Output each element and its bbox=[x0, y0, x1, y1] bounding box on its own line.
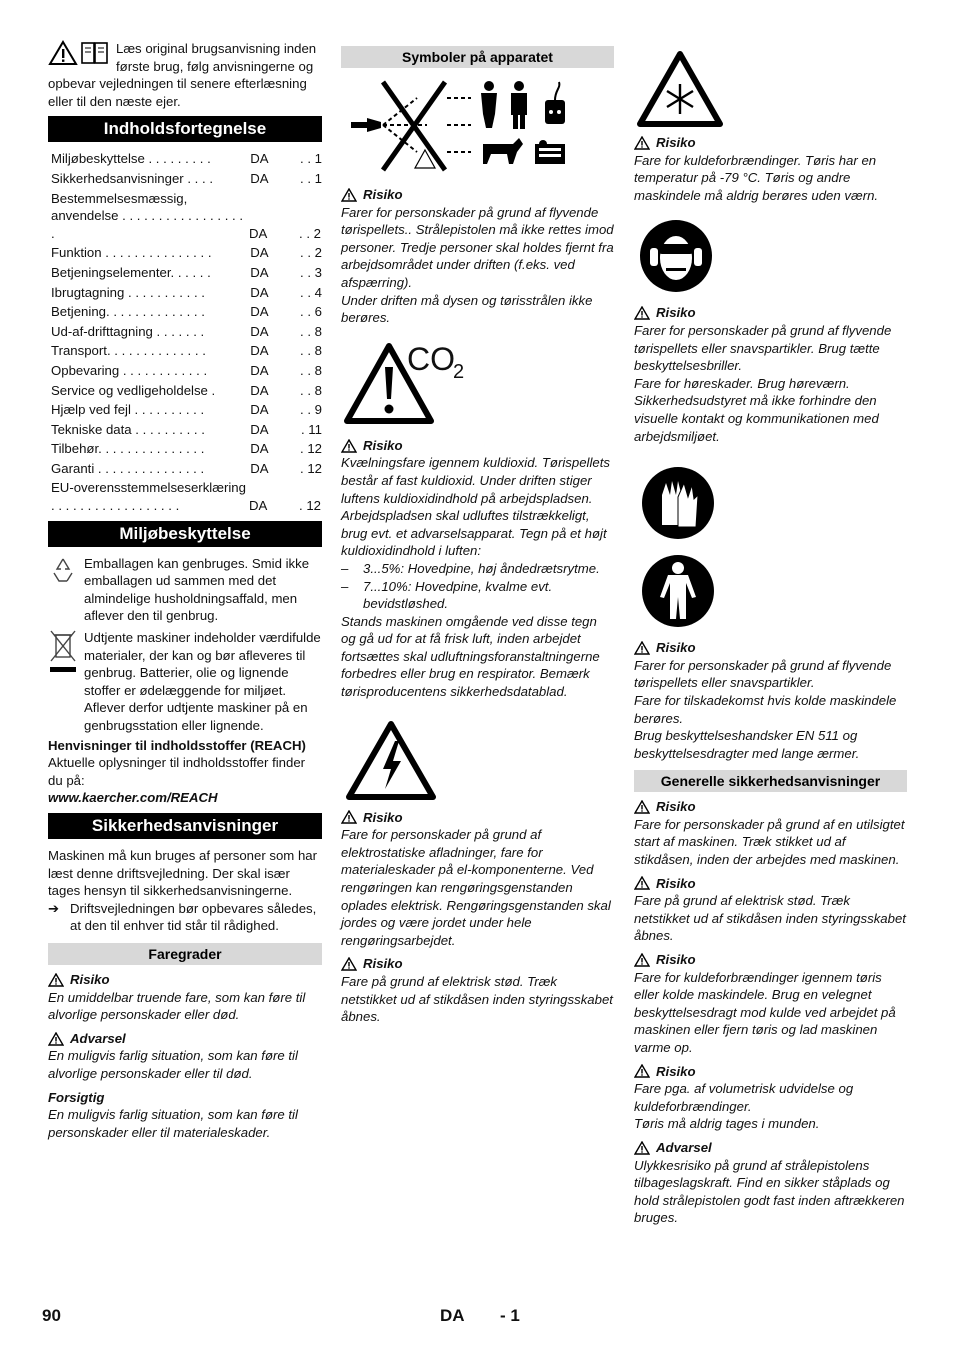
warning-triangle-icon bbox=[48, 1032, 64, 1046]
co2-pictogram bbox=[341, 339, 614, 431]
symbol-2-label: Risiko bbox=[341, 437, 614, 455]
warning-triangle-icon bbox=[48, 973, 64, 987]
disposal-block bbox=[48, 629, 322, 735]
toc-row[interactable]: Opbevaring . . . . . . . . . . . . DA . . 8 bbox=[51, 362, 322, 378]
toc-row[interactable]: EU-overensstemmelseserklæring . . . . . . . . . . . . . . . . . . DA . 12 bbox=[51, 480, 321, 514]
symbol-2-text-2: Stands maskinen omgående ved disse tegn og gå ud for at få frisk luft, inden arbejdet fortsættes skal udluftningsforanstaltningerne forbedres eller brug en respirator. Bemærk tørisproducentens sikkerhedsdatablad. bbox=[341, 613, 600, 700]
arrow-right-icon: ➔ bbox=[48, 900, 60, 916]
toc-row[interactable]: Sikkerhedsanvisninger . . . . DA . . 1 bbox=[51, 170, 322, 186]
warning-triangle-icon bbox=[634, 876, 650, 890]
warning-triangle-icon bbox=[634, 953, 650, 967]
recycle-icon bbox=[48, 555, 78, 585]
env-packaging-text: Emballagen kan genbruges. Smid ikke emballagen ud sammen med det almindelige husholdningsaffald, men aflever den til genbrug. bbox=[84, 555, 310, 624]
env-disposal-text: Udtjente maskiner indeholder værdifulde materialer, der kan og bør afleveres til genbrug. Batterier, olie og lignende stoffer er ødelæggende for miljøet. Aflever derfor udtjente maskiner på en genbrugsstation eller lignende. bbox=[84, 630, 321, 733]
general-4-label: Risiko bbox=[634, 1063, 907, 1081]
general-5-text: Ulykkesrisiko på grund af strålepistolens tilbageslagskraft. Find en sikker ståplads og hold strålepistolen godt fast inden aftrækkeren bruges. bbox=[634, 1157, 905, 1226]
toc-row[interactable]: Hjælp ved fejl . . . . . . . . . . DA . . 9 bbox=[51, 402, 322, 418]
intro-block bbox=[48, 40, 322, 110]
cold-warning-icon bbox=[636, 50, 726, 130]
symbol-7-text-3: Brug beskyttelseshandsker EN 511 og beskyttelsesdragter med lange ærmer. bbox=[634, 728, 860, 761]
symbol-5-label: Risiko bbox=[634, 134, 907, 152]
eye-ear-protection-icon bbox=[636, 218, 716, 298]
gloves-icon bbox=[638, 465, 718, 545]
toc-row[interactable]: Ud-af-drifttagning . . . . . . . DA . . 8 bbox=[51, 323, 322, 339]
high-voltage-warning-icon bbox=[345, 719, 445, 801]
hazard-heading: Faregrader bbox=[48, 943, 322, 965]
symbol-6-text-2: Fare for høreskader. Brug høreværn. bbox=[634, 375, 850, 391]
warning-triangle-icon bbox=[341, 957, 357, 971]
general-3-text: Fare for kuldeforbrændinger igennem tøris eller kolde maskindele. Brug en velegnet beskyttelsesdragt mod kulde ved arbejdet på maskinen eller fjern tøris og lad maskinen varme op. bbox=[634, 969, 896, 1055]
toc-row[interactable]: Tilbehør. . . . . . . . . . . . . . . DA . 12 bbox=[51, 441, 322, 457]
warning-triangle-icon bbox=[341, 810, 357, 824]
symbol-6-label: Risiko bbox=[634, 304, 907, 322]
toc-row[interactable]: Betjening. . . . . . . . . . . . . . DA . . 6 bbox=[51, 304, 322, 320]
no-person-zone-pictogram bbox=[347, 78, 567, 178]
symbol-1-label: Risiko bbox=[341, 186, 614, 204]
safety-heading: Sikkerhedsanvisninger bbox=[48, 813, 322, 839]
reach-text: Aktuelle oplysninger til indholdsstoffer finder du på: bbox=[48, 755, 306, 788]
footer-language: DA bbox=[440, 1306, 465, 1325]
toc-row[interactable]: Miljøbeskyttelse . . . . . . . . . DA . . 1 bbox=[51, 151, 322, 167]
column-3 bbox=[634, 40, 907, 1227]
safety-text: Maskinen må kun bruges af personer som har læst denne driftsvejledning. Der skal især tages hensyn til sikkerhedsanvisningerne. bbox=[48, 847, 318, 899]
toc-list bbox=[48, 150, 322, 514]
symbol-1-text: Farer for personskader på grund af flyvende tørispellets.. Strålepistolen må ikke rettes imod personer. Tredje personer skal holdes fjernt fra arbejdsområdet under driften (f.eks. ved afspærring). bbox=[341, 204, 614, 290]
general-5-label: Advarsel bbox=[634, 1139, 907, 1157]
intro-text: Læs original brugsanvisning inden første brug, følg anvisningerne og opbevar vejledningen til senere efterlæsning eller til den næste ejer. bbox=[48, 41, 317, 109]
co2-label: CO bbox=[407, 340, 455, 377]
symbol-1-text-2: Under driften må dysen og tørisstrålen ikke berøres. bbox=[341, 292, 593, 326]
symbol-7-text-2: Fare for tilskadekomst hvis kolde maskindele berøres. bbox=[634, 692, 897, 726]
crossed-bin-icon bbox=[48, 629, 78, 675]
warning-triangle-icon bbox=[634, 1141, 650, 1155]
hazard-advarsel-text: En muligvis farlig situation, som kan føre til alvorlige personskader eller til død. bbox=[48, 1048, 298, 1081]
reach-title: Henvisninger til indholdsstoffer (REACH) bbox=[48, 737, 306, 753]
general-heading: Generelle sikkerhedsanvisninger bbox=[634, 770, 907, 792]
recycling-block bbox=[48, 555, 322, 625]
symbol-2-dash-1: – 3...5%: Hovedpine, høj åndedrætsrytme. bbox=[341, 560, 600, 576]
symbol-7-text: Farer for personskader på grund af flyvende tørispellets eller snavspartikler. bbox=[634, 657, 892, 691]
co2-subscript: 2 bbox=[453, 360, 465, 383]
hazard-forsigtig-text: En muligvis farlig situation, som kan føre til personskader eller til materialeskader. bbox=[48, 1107, 298, 1140]
symbol-4-text: Fare på grund af elektrisk stød. Træk netstikket ud af stikdåsen inden styringsskabet åbnes. bbox=[341, 974, 613, 1025]
general-4-text-2: Tøris må aldrig tages i munden. bbox=[634, 1116, 820, 1132]
column-2 bbox=[341, 40, 614, 1026]
symbol-2-text: Kvælningsfare igennem kuldioxid. Tørispellets består af fast kuldioxid. Under driften stiger luftens kuldioxidindhold på arbejdspladsen. Arbejdspladsen skal udluftes tilstrækkeligt, brug evt. et advarselsapparat. Tegn på et højt kuldioxidindhold i luften: bbox=[341, 455, 610, 559]
warning-triangle-icon bbox=[341, 188, 357, 202]
toc-row[interactable]: Bestemmelsesmæssig, anvendelse . . . . . . . . . . . . . . . . . . DA . . 2 bbox=[51, 190, 321, 241]
warning-icon bbox=[48, 40, 78, 66]
toc-row[interactable]: Funktion . . . . . . . . . . . . . . . DA . . 2 bbox=[51, 245, 322, 261]
symbol-6-text-3: Sikkerhedsudstyret må ikke forhindre den visuelle kontakt og kommunikationen med arbejdsmiljøet. bbox=[634, 393, 879, 444]
symbol-5-text: Fare for kuldeforbrændinger. Tøris har en temperatur på -79 °C. Tøris og andre maskindele må aldrig berøres uden værn. bbox=[634, 152, 879, 203]
toc-row[interactable]: Transport. . . . . . . . . . . . . . DA . . 8 bbox=[51, 343, 322, 359]
general-2-text: Fare på grund af elektrisk stød. Træk netstikket ud af stikdåsen inden styringsskabet åbnes. bbox=[634, 893, 906, 944]
toc-row[interactable]: Tekniske data . . . . . . . . . . DA . 11 bbox=[51, 421, 322, 437]
hazard-risiko-label: Risiko bbox=[48, 971, 322, 989]
warning-triangle-icon bbox=[341, 439, 357, 453]
warning-triangle-icon bbox=[634, 800, 650, 814]
column-1 bbox=[48, 40, 322, 1141]
safety-arrow-item: ➔ Driftsvejledningen bør opbevares således, at den til enhver tid står til rådighed. bbox=[48, 900, 317, 934]
toc-row[interactable]: Ibrugtagning . . . . . . . . . . . DA . . 4 bbox=[51, 284, 322, 300]
page-number: 90 bbox=[42, 1306, 61, 1325]
warning-triangle-icon bbox=[634, 136, 650, 150]
symbol-6-text: Farer for personskader på grund af flyvende tørispellets eller snavspartikler. Brug tætte beskyttelsesbriller. bbox=[634, 322, 892, 374]
warning-triangle-icon bbox=[634, 641, 650, 655]
general-3-label: Risiko bbox=[634, 951, 907, 969]
toc-row[interactable]: Service og vedligeholdelse . DA . . 8 bbox=[51, 382, 322, 398]
general-2-label: Risiko bbox=[634, 875, 907, 893]
symbol-7-label: Risiko bbox=[634, 639, 907, 657]
symbol-3-label: Risiko bbox=[341, 809, 614, 827]
symbol-3-text: Fare for personskader på grund af elektrostatiske afladninger, fare for materialeskader på el-komponenterne. Ved rengøringen kan rengøringsgenstanden oplades elektrisk. Rengøringsgenstanden skal jordes og være jordet under hele rengøringsarbejdet. bbox=[341, 827, 611, 948]
general-1-label: Risiko bbox=[634, 798, 907, 816]
manual-book-icon bbox=[80, 40, 112, 66]
hazard-advarsel-label: Advarsel bbox=[48, 1030, 322, 1048]
symbol-4-label: Risiko bbox=[341, 955, 614, 973]
protective-suit-icon bbox=[638, 553, 718, 633]
symbol-2-dash-2: – 7...10%: Hovedpine, kvalme evt. bevidstløshed. bbox=[341, 578, 553, 612]
toc-heading: Indholdsfortegnelse bbox=[48, 116, 322, 142]
symbols-heading: Symboler på apparatet bbox=[341, 46, 614, 68]
reach-link[interactable]: www.kaercher.com/REACH bbox=[48, 790, 218, 806]
general-4-text: Fare pga. af volumetrisk udvidelse og kuldeforbrændinger. bbox=[634, 1081, 854, 1114]
warning-triangle-icon bbox=[634, 306, 650, 320]
toc-row[interactable]: Garanti . . . . . . . . . . . . . . . DA . 12 bbox=[51, 460, 322, 476]
footer-sub-page: - 1 bbox=[500, 1306, 520, 1325]
hazard-forsigtig-label: Forsigtig bbox=[48, 1089, 105, 1105]
env-heading: Miljøbeskyttelse bbox=[48, 521, 322, 547]
general-1-text: Fare for personskader på grund af en utilsigtet start af maskinen. Træk stikket ud af stikdåsen, inden der arbejdes med maskinen. bbox=[634, 816, 905, 868]
hazard-risiko-text: En umiddelbar truende fare, som kan føre til alvorlige personskader eller død. bbox=[48, 989, 306, 1023]
warning-triangle-icon bbox=[634, 1064, 650, 1078]
toc-row[interactable]: Betjeningselementer. . . . . . DA . . 3 bbox=[51, 264, 322, 280]
